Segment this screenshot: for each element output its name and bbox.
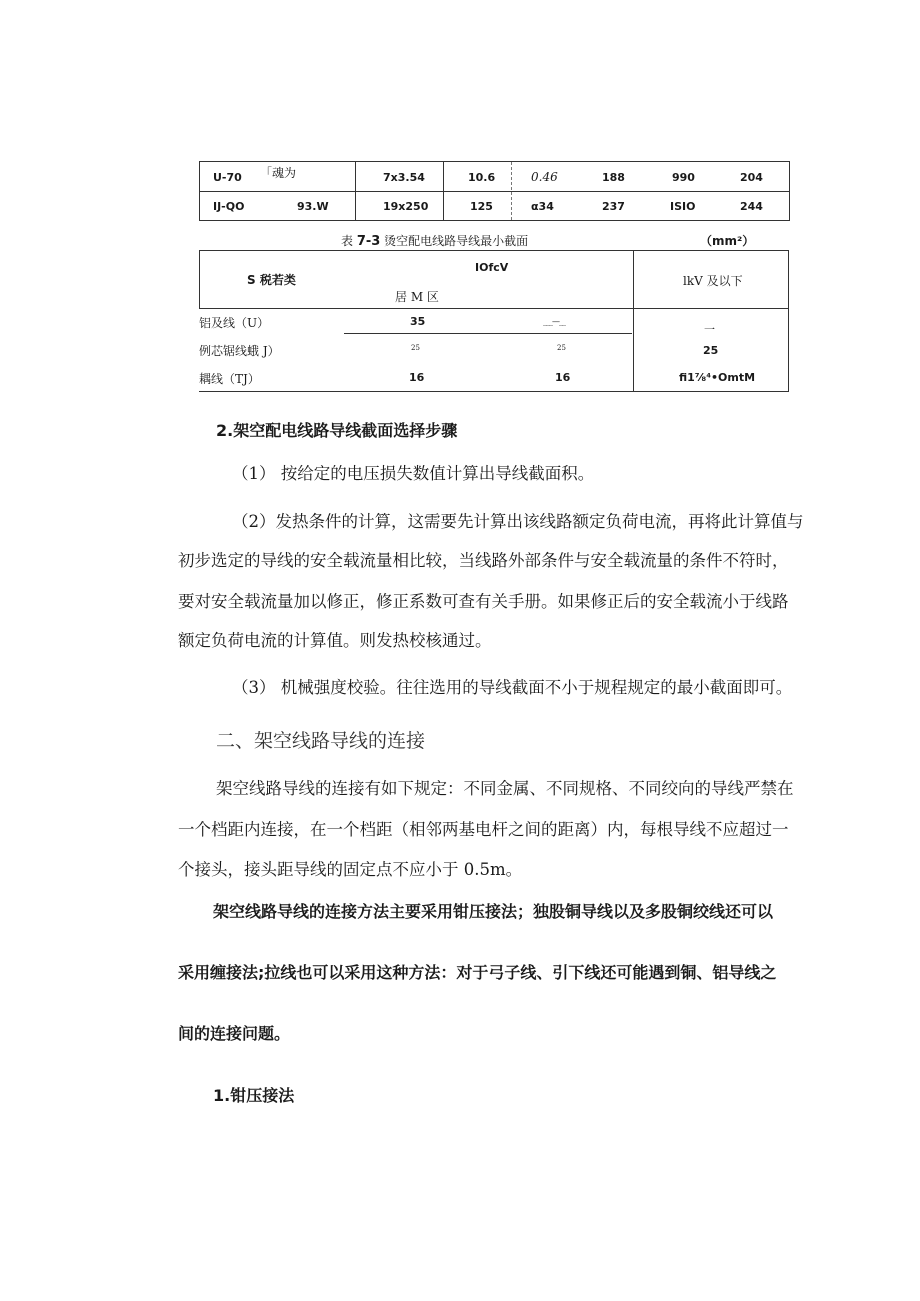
caption-unit: （mm²） bbox=[700, 234, 755, 248]
table-row bbox=[200, 162, 789, 190]
table-cell: 25 bbox=[703, 344, 719, 357]
table-top bbox=[199, 161, 790, 221]
paragraph-step-1: （1） 按给定的电压损失数值计算出导线截面积。 bbox=[232, 464, 595, 483]
paragraph-line: （2）发热条件的计算，这需要先计算出该线路额定负荷电流，再将此计算值与 bbox=[232, 512, 804, 531]
paragraph-line: 初步选定的导线的安全载流量相比较，当线路外部条件与安全载流量的条件不符时， bbox=[178, 551, 789, 570]
table-cell: 一 bbox=[704, 323, 715, 336]
caption-number: 7-3 bbox=[356, 234, 381, 249]
table-cell: 10.6 bbox=[468, 171, 496, 184]
table-caption bbox=[341, 232, 528, 249]
table-cell: 「魂为 bbox=[260, 166, 297, 180]
section-heading: 2.架空配电线路导线截面选择步骤 bbox=[216, 421, 458, 440]
section-heading: 二、架空线路导线的连接 bbox=[216, 730, 426, 752]
table-cell: ISIO bbox=[670, 200, 696, 213]
row-label: 铝及线（U） bbox=[199, 316, 270, 330]
caption-title: 烫空配电线路导线最小截面 bbox=[380, 234, 529, 248]
row-label: 耦线（TJ） bbox=[199, 372, 260, 386]
table-cell: 25 bbox=[411, 344, 420, 352]
table-cell: 125 bbox=[470, 200, 493, 213]
paragraph-line: 架空线路导线的连接方法主要采用钳压接法；独股铜导线以及多股铜绞线还可以 bbox=[213, 902, 774, 921]
table-cell: 237 bbox=[602, 200, 625, 213]
table-row bbox=[200, 191, 789, 220]
table-cell: 35 bbox=[410, 315, 426, 328]
table-cell: 93.W bbox=[297, 200, 329, 213]
paragraph-line: 额定负荷电流的计算值。则发热校核通过。 bbox=[178, 631, 492, 650]
sub-heading: 1.钳压接法 bbox=[213, 1086, 295, 1105]
paragraph-line: 一个档距内连接，在一个档距（相邻两基电杆之间的距离）内，每根导线不应超过一 bbox=[178, 820, 789, 839]
min-section-table bbox=[199, 250, 789, 392]
row-rule bbox=[344, 333, 632, 334]
table-divider bbox=[199, 308, 788, 309]
table-cell: α34 bbox=[531, 200, 554, 213]
table-cell: 204 bbox=[740, 171, 763, 184]
table-cell: fi1⅞⁴•OmtM bbox=[679, 371, 756, 384]
header-conductor-type: S 税若类 bbox=[247, 273, 296, 287]
table-cell: 25 bbox=[557, 344, 566, 352]
table-cell: 990 bbox=[672, 171, 695, 184]
row-label: 例芯锯线蛾 J） bbox=[199, 344, 280, 358]
table-divider bbox=[199, 251, 200, 308]
header-voltage: IOfcV bbox=[475, 261, 509, 274]
table-cell: U-70 bbox=[213, 171, 242, 184]
header-low-voltage: lkV 及以下 bbox=[683, 274, 743, 288]
table-cell: ___—__ bbox=[543, 317, 565, 326]
paragraph-line: 个接头，接头距导线的固定点不应小于 0.5m。 bbox=[178, 860, 523, 879]
table-cell: 0.46 bbox=[531, 170, 558, 184]
paragraph-line: 间的连接问题。 bbox=[178, 1024, 291, 1043]
header-region: 居 M 区 bbox=[395, 290, 439, 304]
table-cell: 16 bbox=[409, 371, 425, 384]
caption-prefix: 表 bbox=[341, 234, 357, 248]
table-cell: 19x250 bbox=[383, 200, 429, 213]
table-cell: 16 bbox=[555, 371, 571, 384]
paragraph-step-3: （3） 机械强度校验。往往选用的导线截面不小于规程规定的最小截面即可。 bbox=[232, 678, 793, 697]
table-cell: IJ-QO bbox=[213, 200, 245, 213]
paragraph-line: 架空线路导线的连接有如下规定：不同金属、不同规格、不同绞向的导线严禁在 bbox=[216, 779, 794, 798]
table-cell: 188 bbox=[602, 171, 625, 184]
paragraph-line: 要对安全载流量加以修正，修正系数可查有关手册。如果修正后的安全载流小于线路 bbox=[178, 592, 789, 611]
table-cell: 7x3.54 bbox=[383, 171, 425, 184]
table-cell: 244 bbox=[740, 200, 763, 213]
table-divider bbox=[633, 251, 634, 391]
paragraph-line: 采用缠接法;拉线也可以采用这种方法：对于弓子线、引下线还可能遇到铜、铝导线之 bbox=[178, 963, 777, 982]
